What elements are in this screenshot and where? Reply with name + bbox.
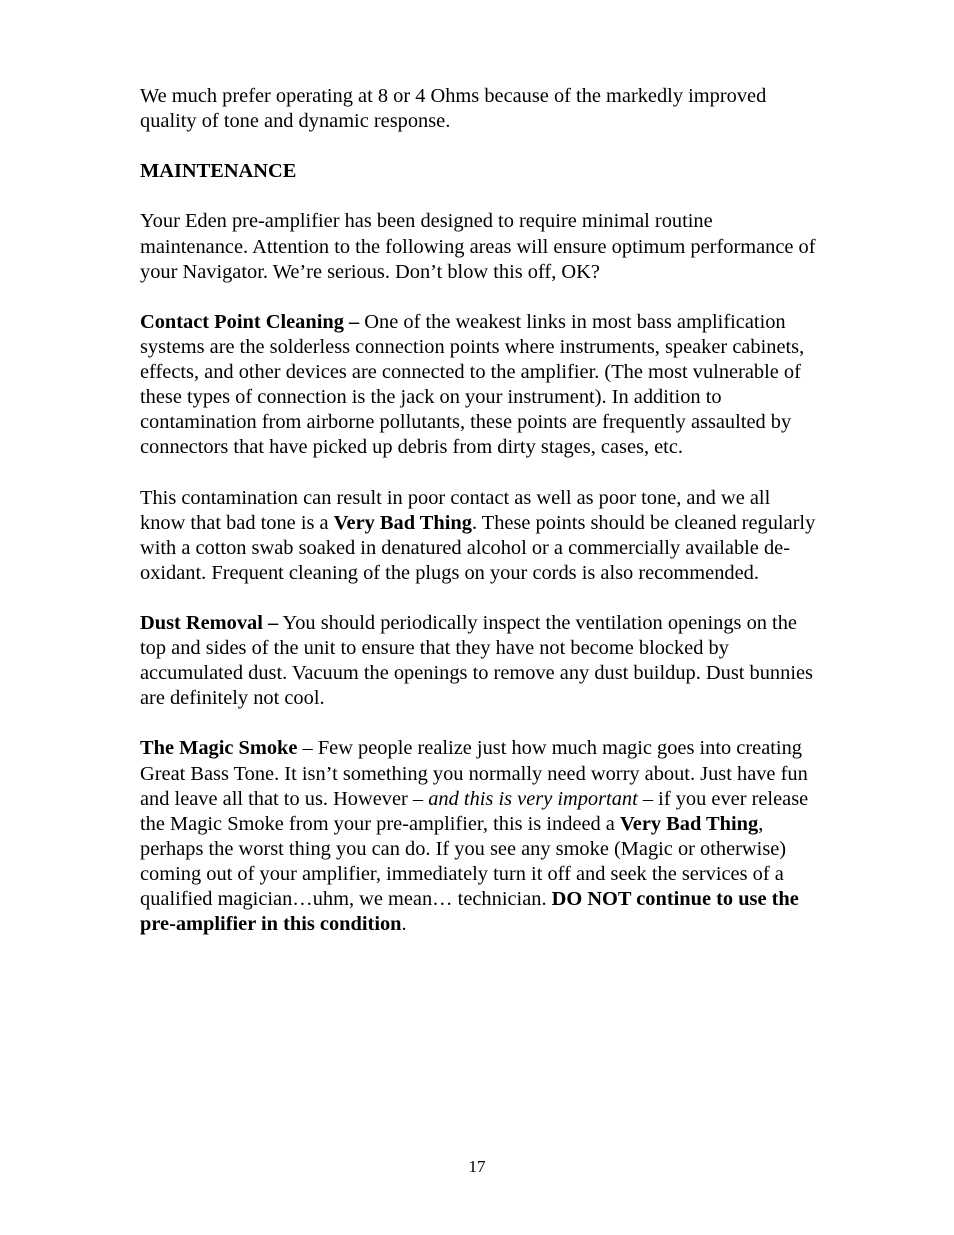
document-body (140, 84, 820, 962)
magic-smoke-emphasis-1: Very Bad Thing (619, 812, 759, 835)
contamination-emphasis: Very Bad Thing (333, 511, 472, 534)
contact-point-paragraph (140, 310, 820, 461)
magic-smoke-text-2: – if you ever release the Magic Smoke from your pre-amplifier, this is indeed a (140, 787, 809, 835)
magic-smoke-label: The Magic Smoke (140, 737, 298, 760)
magic-smoke-paragraph (140, 736, 820, 937)
intro-paragraph: We much prefer operating at 8 or 4 Ohms because of the markedly improved quality of tone and dynamic response. (140, 85, 767, 133)
dust-removal-paragraph (140, 611, 820, 711)
dust-removal-label: Dust Removal – (140, 611, 279, 634)
magic-smoke-text-1: – Few people realize just how much magic goes into creating Great Bass Tone. It isn’t something you normally need worry about. Just have fun and leave all that to us. However – (140, 737, 808, 810)
contamination-text-2: . These points should be cleaned regularly with a cotton swab soaked in denatured alcohol or a commercially available de-oxidant. Frequent cleaning of the plugs on your cords is also recommended. (140, 511, 816, 584)
contact-point-label: Contact Point Cleaning – (140, 310, 360, 333)
magic-smoke-text-3: , perhaps the worst thing you can do. If you see any smoke (Magic or otherwise) coming out of your amplifier, immediately turn it off and seek the services of a qualified magician…uhm, we mean… technician. (140, 812, 787, 910)
magic-smoke-warning: DO NOT continue to use the pre-amplifier in this condition (140, 888, 799, 936)
magic-smoke-italic: and this is very important (428, 787, 638, 810)
page-number: 17 (468, 1157, 486, 1176)
contamination-paragraph (140, 486, 820, 586)
magic-smoke-end: . (401, 913, 407, 936)
section-heading-maintenance: MAINTENANCE (140, 160, 297, 183)
contamination-text-1: This contamination can result in poor contact as well as poor tone, and we all know that bad tone is a (140, 486, 771, 534)
dust-removal-text: You should periodically inspect the ventilation openings on the top and sides of the unit to ensure that they have not become blocked by accumulated dust. Vacuum the openings to remove any dust buildup. Dust bunnies are definitely not cool. (140, 611, 813, 710)
contact-point-text: One of the weakest links in most bass amplification systems are the solderless connection points where instruments, speaker cabinets, effects, and other devices are connected to the amplifier. (The most vulnerable of these types of connection is the jack on your instrument). In addition to contamination from airborne pollutants, these points are frequently assaulted by connectors that have picked up debris from dirty stages, cases, etc. (140, 310, 805, 459)
maintenance-intro-paragraph: Your Eden pre-amplifier has been designed to require minimal routine maintenance. Attention to the following areas will ensure optimum performance of your Navigator. We’re serious. Don’t blow this off, OK? (140, 210, 816, 283)
